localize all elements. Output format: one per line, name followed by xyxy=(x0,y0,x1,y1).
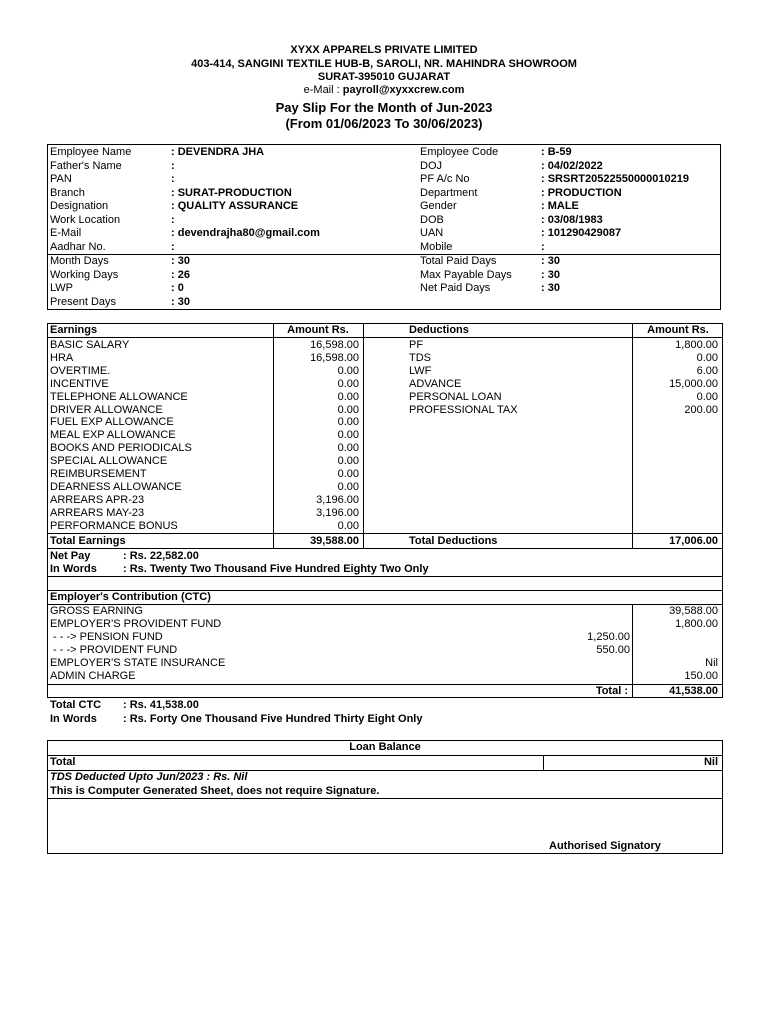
earning-amount: 16,598.00 xyxy=(310,351,359,364)
employee-field-value: : xyxy=(171,159,175,172)
employee-field-label: Work Location xyxy=(50,213,121,226)
deduction-name: PROFESSIONAL TAX xyxy=(409,403,518,416)
attendance-value: : 26 xyxy=(171,268,190,281)
employee-field-value: : PRODUCTION xyxy=(541,186,622,199)
pay-period: (From 01/06/2023 To 30/06/2023) xyxy=(285,116,483,131)
employee-field-label: Branch xyxy=(50,186,85,199)
attendance-value: : 30 xyxy=(171,295,190,308)
earning-amount: 0.00 xyxy=(337,455,359,468)
deduction-amount: 0.00 xyxy=(696,351,718,364)
earning-amount: 0.00 xyxy=(337,364,359,377)
ctc-row-amount: Nil xyxy=(705,657,718,669)
attendance-label: Max Payable Days xyxy=(420,268,512,281)
loan-total-value: Nil xyxy=(703,756,718,768)
employee-field-label: Aadhar No. xyxy=(50,240,106,253)
company-city: SURAT-395010 GUJARAT xyxy=(317,71,451,83)
deduction-amount: 0.00 xyxy=(696,390,718,403)
email-label: e-Mail : xyxy=(303,84,340,96)
deductions-header: Deductions xyxy=(409,324,469,336)
employee-field-value: : QUALITY ASSURANCE xyxy=(171,200,299,212)
ctc-row-sub-amount: 1,250.00 xyxy=(587,631,630,643)
employee-field-value: : DEVENDRA JHA xyxy=(171,146,265,158)
ctc-row-name: EMPLOYER'S PROVIDENT FUND xyxy=(50,618,222,630)
earning-name: BASIC SALARY xyxy=(50,339,130,351)
attendance-value: : 0 xyxy=(171,282,184,294)
attendance-value: : 30 xyxy=(541,255,560,267)
earning-amount: 0.00 xyxy=(337,480,359,493)
employee-field-value: : xyxy=(171,213,175,226)
total-earnings-value: 39,588.00 xyxy=(310,535,359,547)
deduction-name: PERSONAL LOAN xyxy=(409,390,502,403)
deduction-amount: 1,800.00 xyxy=(675,339,718,351)
ctc-row-name: - - -> PENSION FUND xyxy=(50,631,163,643)
earning-name: BOOKS AND PERIODICALS xyxy=(50,442,192,455)
ctc-in-words-label: In Words xyxy=(50,713,97,725)
earning-amount: 0.00 xyxy=(337,429,359,442)
page-title: Pay Slip For the Month of Jun-2023 xyxy=(275,100,493,115)
earning-amount: 0.00 xyxy=(337,519,359,532)
divider xyxy=(47,533,723,534)
computer-generated-note: This is Computer Generated Sheet, does not require Signature. xyxy=(50,785,380,797)
employee-field-value: : SRSRT20522550000010219 xyxy=(541,173,690,185)
earning-amount: 0.00 xyxy=(337,403,359,416)
company-email: payroll@xyxxcrew.com xyxy=(342,84,465,96)
employee-field-value: : MALE xyxy=(541,200,579,212)
loan-total-label: Total xyxy=(50,756,76,768)
employee-field-label: PAN xyxy=(50,173,72,185)
ctc-header: Employer's Contribution (CTC) xyxy=(50,591,211,603)
employee-field-label: Mobile xyxy=(420,240,453,253)
deduction-name: ADVANCE xyxy=(409,377,462,390)
employee-field-label: DOJ xyxy=(420,159,442,172)
net-pay-label: Net Pay xyxy=(50,550,91,562)
loan-balance-header: Loan Balance xyxy=(349,741,421,753)
earning-name: OVERTIME. xyxy=(50,364,111,377)
earning-amount: 0.00 xyxy=(337,390,359,403)
total-deductions-label: Total Deductions xyxy=(409,535,498,547)
ctc-words: : Rs. Forty One Thousand Five Hundred Thirty Eight Only xyxy=(123,713,423,725)
earning-name: INCENTIVE xyxy=(50,377,109,390)
earning-name: MEAL EXP ALLOWANCE xyxy=(50,429,176,442)
authorised-signatory: Authorised Signatory xyxy=(549,840,661,852)
earning-name: TELEPHONE ALLOWANCE xyxy=(50,390,188,403)
employee-field-label: PF A/c No xyxy=(420,173,470,185)
ctc-total-value: 41,538.00 xyxy=(669,685,718,697)
company-email-line xyxy=(0,84,768,96)
ctc-row-name: EMPLOYER'S STATE INSURANCE xyxy=(50,657,226,669)
employee-field-value: : 03/08/1983 xyxy=(541,213,603,226)
employee-field-value: : SURAT-PRODUCTION xyxy=(171,186,292,199)
ctc-row-amount: 1,800.00 xyxy=(675,618,718,630)
attendance-label: Net Paid Days xyxy=(420,282,491,294)
employee-field-value: : devendrajha80@gmail.com xyxy=(171,227,320,239)
employee-field-value: : xyxy=(171,240,175,253)
earning-name: DEARNESS ALLOWANCE xyxy=(50,480,182,493)
attendance-label: Total Paid Days xyxy=(420,255,497,267)
ctc-row-name: ADMIN CHARGE xyxy=(50,670,136,682)
employee-field-label: Employee Name xyxy=(50,146,132,158)
divider xyxy=(47,337,723,338)
tds-note: TDS Deducted Upto Jun/2023 : Rs. Nil xyxy=(50,771,248,783)
company-address: 403-414, SANGINI TEXTILE HUB-B, SAROLI, NR. MAHINDRA SHOWROOM xyxy=(191,58,577,70)
employee-field-value: : xyxy=(171,173,175,185)
ctc-row-name: GROSS EARNING xyxy=(50,605,143,617)
earning-amount: 16,598.00 xyxy=(310,339,359,351)
ctc-row-amount: 39,588.00 xyxy=(669,605,718,617)
employee-field-label: DOB xyxy=(420,213,444,226)
total-ctc-label: Total CTC xyxy=(50,699,102,711)
earning-name: REIMBURSEMENT xyxy=(50,468,147,480)
ctc-row-sub-amount: 550.00 xyxy=(596,644,630,656)
employee-field-label: Department xyxy=(420,186,478,199)
earning-amount: 0.00 xyxy=(337,416,359,429)
employee-field-label: Father's Name xyxy=(50,159,122,172)
earning-name: FUEL EXP ALLOWANCE xyxy=(50,416,174,429)
earning-name: ARREARS MAY-23 xyxy=(50,506,145,519)
earning-name: HRA xyxy=(50,351,74,364)
total-ctc-value: : Rs. 41,538.00 xyxy=(123,699,199,711)
in-words-label: In Words xyxy=(50,563,97,575)
earning-name: DRIVER ALLOWANCE xyxy=(50,403,163,416)
deduction-name: PF xyxy=(409,339,424,351)
employee-field-label: UAN xyxy=(420,227,444,239)
divider xyxy=(47,254,721,255)
employee-field-value: : xyxy=(541,240,545,253)
attendance-value: : 30 xyxy=(541,282,560,294)
employee-field-label: Gender xyxy=(420,200,457,212)
ctc-row-name: - - -> PROVIDENT FUND xyxy=(50,644,178,656)
attendance-label: Present Days xyxy=(50,295,117,308)
earning-amount: 0.00 xyxy=(337,468,359,480)
deduction-amount: 200.00 xyxy=(684,403,718,416)
ctc-total-label: Total : xyxy=(595,685,628,697)
employee-field-label: Designation xyxy=(50,200,109,212)
deduction-name: LWF xyxy=(409,364,432,377)
earning-amount: 0.00 xyxy=(337,377,359,390)
deduction-amount: 6.00 xyxy=(696,364,718,377)
deductions-amount-header: Amount Rs. xyxy=(647,324,709,336)
employee-field-label: E-Mail xyxy=(50,227,82,239)
earning-amount: 3,196.00 xyxy=(316,506,359,519)
attendance-value: : 30 xyxy=(171,255,190,267)
divider xyxy=(47,798,723,799)
earning-name: PERFORMANCE BONUS xyxy=(50,519,178,532)
employee-field-label: Employee Code xyxy=(420,146,499,158)
deduction-name: TDS xyxy=(409,351,431,364)
employee-field-value: : 101290429087 xyxy=(541,227,622,239)
net-pay-words: : Rs. Twenty Two Thousand Five Hundred Eighty Two Only xyxy=(123,563,429,575)
company-name: XYXX APPARELS PRIVATE LIMITED xyxy=(290,44,478,56)
attendance-label: Working Days xyxy=(50,268,119,281)
attendance-label: Month Days xyxy=(50,255,109,267)
total-deductions-value: 17,006.00 xyxy=(669,535,718,547)
attendance-label: LWP xyxy=(50,282,74,294)
deduction-amount: 15,000.00 xyxy=(669,377,718,390)
net-pay-value: : Rs. 22,582.00 xyxy=(123,550,199,562)
earnings-amount-header: Amount Rs. xyxy=(287,324,349,336)
attendance-value: : 30 xyxy=(541,268,560,281)
ctc-row-amount: 150.00 xyxy=(684,670,718,682)
employee-field-value: : 04/02/2022 xyxy=(541,159,603,172)
earning-name: SPECIAL ALLOWANCE xyxy=(50,455,168,468)
total-earnings-label: Total Earnings xyxy=(50,535,126,547)
divider xyxy=(363,323,364,549)
earnings-header: Earnings xyxy=(50,324,98,336)
earning-name: ARREARS APR-23 xyxy=(50,493,145,506)
spacer-row xyxy=(47,576,723,591)
divider xyxy=(47,604,723,605)
employee-field-value: : B-59 xyxy=(541,146,572,158)
earning-amount: 3,196.00 xyxy=(316,493,359,506)
earning-amount: 0.00 xyxy=(337,442,359,455)
